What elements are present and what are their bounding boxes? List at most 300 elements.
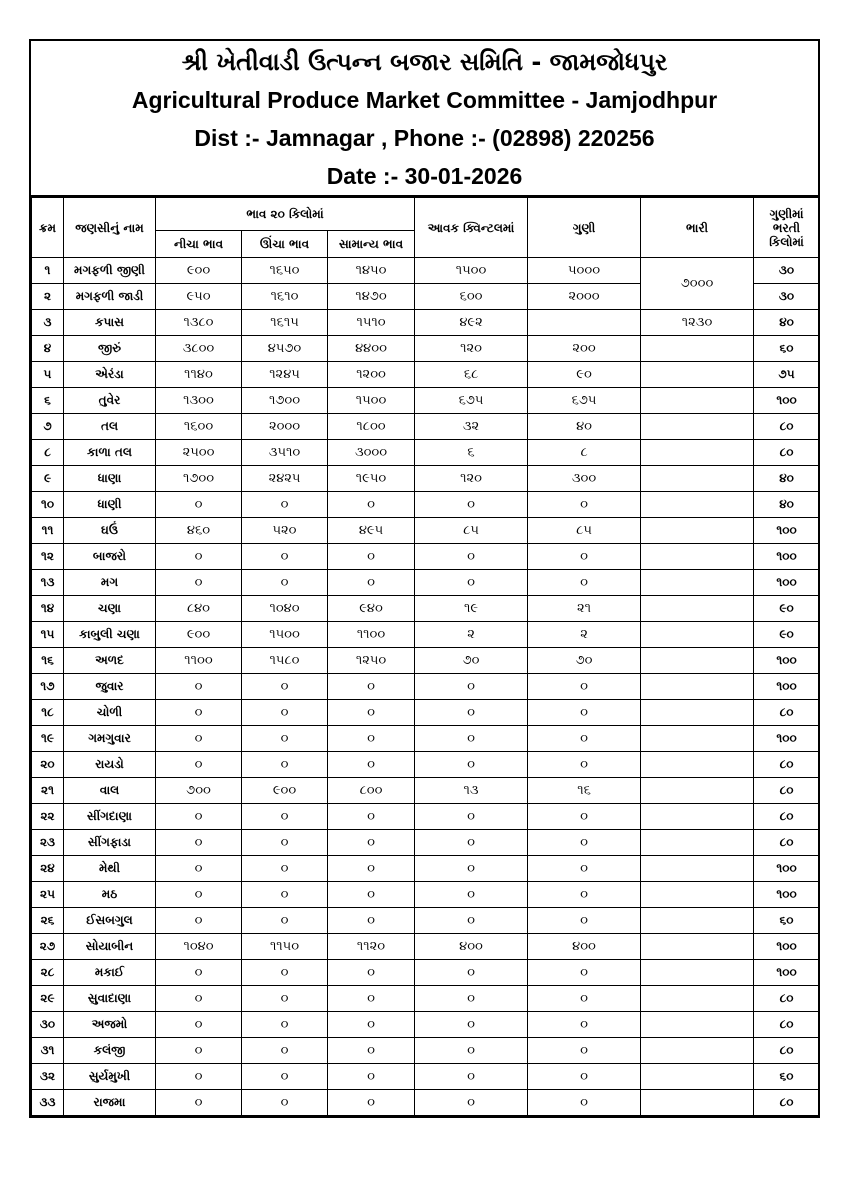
cell-name: અળદ [64, 648, 156, 674]
col-avg: સામાન્ય ભાવ [328, 231, 415, 258]
cell-sr: ૨૮ [32, 960, 64, 986]
cell-low: ૪૬૦ [156, 518, 242, 544]
cell-guni [528, 310, 641, 336]
cell-sr: ૨૬ [32, 908, 64, 934]
report-date: Date :- 30-01-2026 [326, 163, 523, 189]
cell-arrival: ૧૨૦ [415, 336, 528, 362]
cell-avg: ૧૨૫૦ [328, 648, 415, 674]
cell-high: ૧૬૫૦ [242, 258, 328, 284]
cell-load: ૮૦ [754, 440, 820, 466]
title-gujarati: શ્રી ખેતીવાડી ઉત્પન્ન બજાર સમિતિ - જામજોધપુર [181, 48, 668, 76]
cell-high: ૯૦૦ [242, 778, 328, 804]
cell-bhari [641, 518, 754, 544]
cell-avg: ૦ [328, 856, 415, 882]
cell-name: જીરું [64, 336, 156, 362]
cell-name: વાલ [64, 778, 156, 804]
table-row [32, 726, 820, 752]
cell-load: ૬૦ [754, 908, 820, 934]
cell-high: ૦ [242, 570, 328, 596]
cell-low: ૦ [156, 986, 242, 1012]
cell-low: ૦ [156, 856, 242, 882]
cell-sr: ૧૪ [32, 596, 64, 622]
cell-low: ૯૦૦ [156, 258, 242, 284]
cell-avg: ૦ [328, 544, 415, 570]
cell-bhari [641, 986, 754, 1012]
cell-avg: ૦ [328, 570, 415, 596]
cell-avg: ૦ [328, 492, 415, 518]
cell-guni: ૦ [528, 856, 641, 882]
cell-high: ૦ [242, 882, 328, 908]
sheet-header [31, 41, 818, 197]
cell-load: ૮૦ [754, 700, 820, 726]
table-row [32, 674, 820, 700]
cell-sr: ૧૬ [32, 648, 64, 674]
cell-arrival: ૧૩ [415, 778, 528, 804]
cell-load: ૧૦૦ [754, 856, 820, 882]
cell-high: ૦ [242, 986, 328, 1012]
cell-name: ઈસબગુલ [64, 908, 156, 934]
cell-guni: ૭૦ [528, 648, 641, 674]
cell-load: ૧૦૦ [754, 960, 820, 986]
cell-sr: ૪ [32, 336, 64, 362]
cell-low: ૧૩૮૦ [156, 310, 242, 336]
cell-name: જુવાર [64, 674, 156, 700]
cell-high: ૧૭૦૦ [242, 388, 328, 414]
table-row [32, 882, 820, 908]
table-row [32, 1038, 820, 1064]
cell-low: ૦ [156, 960, 242, 986]
cell-name: સીંગફાડા [64, 830, 156, 856]
col-guni: ગુણી [528, 198, 641, 258]
cell-name: સુર્યમુખી [64, 1064, 156, 1090]
cell-arrival: ૪૯૨ [415, 310, 528, 336]
cell-bhari: ૭૦૦૦ [641, 258, 754, 310]
cell-guni: ૦ [528, 1064, 641, 1090]
cell-sr: ૧૮ [32, 700, 64, 726]
cell-load: ૭૫ [754, 362, 820, 388]
cell-sr: ૨૪ [32, 856, 64, 882]
cell-load: ૮૦ [754, 986, 820, 1012]
cell-load: ૧૦૦ [754, 518, 820, 544]
cell-sr: ૧૫ [32, 622, 64, 648]
cell-name: કલંજી [64, 1038, 156, 1064]
cell-name: સોયાબીન [64, 934, 156, 960]
cell-bhari [641, 622, 754, 648]
table-row [32, 310, 820, 336]
cell-bhari [641, 362, 754, 388]
cell-bhari [641, 752, 754, 778]
cell-guni: ૦ [528, 882, 641, 908]
cell-high: ૦ [242, 726, 328, 752]
cell-load: ૯૦ [754, 596, 820, 622]
cell-avg: ૧૯૫૦ [328, 466, 415, 492]
col-load-line3: કિલોમાં [769, 234, 804, 249]
cell-low: ૦ [156, 726, 242, 752]
cell-load: ૧૦૦ [754, 882, 820, 908]
cell-high: ૧૬૧૦ [242, 284, 328, 310]
cell-sr: ૧૯ [32, 726, 64, 752]
cell-high: ૧૨૪૫ [242, 362, 328, 388]
cell-sr: ૨ [32, 284, 64, 310]
cell-name: અજમો [64, 1012, 156, 1038]
cell-arrival: ૦ [415, 1038, 528, 1064]
cell-guni: ૪૦ [528, 414, 641, 440]
cell-avg: ૦ [328, 726, 415, 752]
cell-avg: ૦ [328, 1064, 415, 1090]
cell-high: ૧૧૫૦ [242, 934, 328, 960]
cell-load: ૮૦ [754, 804, 820, 830]
cell-low: ૯૫૦ [156, 284, 242, 310]
cell-bhari [641, 414, 754, 440]
cell-low: ૮૪૦ [156, 596, 242, 622]
cell-avg: ૯૪૦ [328, 596, 415, 622]
cell-name: તુવેર [64, 388, 156, 414]
table-row [32, 544, 820, 570]
table-row [32, 492, 820, 518]
cell-low: ૧૩૦૦ [156, 388, 242, 414]
cell-sr: ૧૭ [32, 674, 64, 700]
cell-high: ૦ [242, 1090, 328, 1116]
col-load-line2: ભરતી [772, 220, 801, 235]
cell-high: ૦ [242, 1038, 328, 1064]
cell-high: ૧૬૧૫ [242, 310, 328, 336]
cell-bhari [641, 1038, 754, 1064]
cell-load: ૮૦ [754, 1038, 820, 1064]
cell-high: ૦ [242, 1012, 328, 1038]
cell-sr: ૩૧ [32, 1038, 64, 1064]
table-row [32, 388, 820, 414]
cell-low: ૦ [156, 570, 242, 596]
table-row [32, 856, 820, 882]
cell-arrival: ૭૦ [415, 648, 528, 674]
table-row [32, 622, 820, 648]
cell-low: ૦ [156, 544, 242, 570]
col-name: જણસીનું નામ [64, 198, 156, 258]
cell-high: ૧૫૦૦ [242, 622, 328, 648]
cell-avg: ૦ [328, 830, 415, 856]
cell-high: ૦ [242, 856, 328, 882]
cell-guni: ૦ [528, 908, 641, 934]
cell-avg: ૮૦૦ [328, 778, 415, 804]
cell-avg: ૦ [328, 882, 415, 908]
cell-high: ૦ [242, 908, 328, 934]
cell-guni: ૨૦૦ [528, 336, 641, 362]
cell-bhari [641, 544, 754, 570]
cell-arrival: ૦ [415, 960, 528, 986]
cell-avg: ૧૧૨૦ [328, 934, 415, 960]
table-row [32, 1090, 820, 1116]
cell-arrival: ૬૦૦ [415, 284, 528, 310]
cell-load: ૬૦ [754, 336, 820, 362]
cell-avg: ૦ [328, 986, 415, 1012]
cell-name: એરંડા [64, 362, 156, 388]
cell-low: ૦ [156, 752, 242, 778]
table-row [32, 414, 820, 440]
cell-bhari [641, 466, 754, 492]
cell-arrival: ૦ [415, 908, 528, 934]
col-load-line1: ગુણીમાં [769, 206, 804, 221]
cell-bhari [641, 1012, 754, 1038]
cell-arrival: ૩૨ [415, 414, 528, 440]
cell-bhari [641, 440, 754, 466]
cell-load: ૧૦૦ [754, 726, 820, 752]
cell-bhari: ૧૨૩૦ [641, 310, 754, 336]
cell-bhari [641, 1064, 754, 1090]
col-sr: ક્રમ [32, 198, 64, 258]
table-body [32, 258, 820, 1116]
cell-low: ૦ [156, 882, 242, 908]
cell-low: ૦ [156, 492, 242, 518]
cell-load: ૬૦ [754, 1064, 820, 1090]
cell-high: ૫૨૦ [242, 518, 328, 544]
cell-load: ૧૦૦ [754, 570, 820, 596]
cell-low: ૦ [156, 1064, 242, 1090]
table-row [32, 778, 820, 804]
cell-load: ૧૦૦ [754, 674, 820, 700]
price-sheet [29, 39, 820, 1118]
cell-avg: ૦ [328, 1012, 415, 1038]
cell-name: રાજમા [64, 1090, 156, 1116]
cell-bhari [641, 388, 754, 414]
cell-sr: ૭ [32, 414, 64, 440]
cell-avg: ૧૪૭૦ [328, 284, 415, 310]
cell-sr: ૫ [32, 362, 64, 388]
cell-avg: ૩૦૦૦ [328, 440, 415, 466]
table-row [32, 466, 820, 492]
table-row [32, 570, 820, 596]
cell-low: ૦ [156, 830, 242, 856]
cell-load: ૧૦૦ [754, 648, 820, 674]
cell-sr: ૩૩ [32, 1090, 64, 1116]
cell-high: ૨૪૨૫ [242, 466, 328, 492]
cell-avg: ૧૫૧૦ [328, 310, 415, 336]
cell-sr: ૬ [32, 388, 64, 414]
cell-high: ૦ [242, 544, 328, 570]
cell-arrival: ૦ [415, 1064, 528, 1090]
table-row [32, 934, 820, 960]
cell-load: ૧૦૦ [754, 544, 820, 570]
cell-guni: ૯૦ [528, 362, 641, 388]
cell-bhari [641, 882, 754, 908]
table-row [32, 1064, 820, 1090]
cell-bhari [641, 830, 754, 856]
cell-guni: ૦ [528, 1090, 641, 1116]
cell-high: ૦ [242, 752, 328, 778]
cell-arrival: ૮૫ [415, 518, 528, 544]
cell-sr: ૨૭ [32, 934, 64, 960]
cell-name: મગફળી જાડી [64, 284, 156, 310]
cell-guni: ૫૦૦૦ [528, 258, 641, 284]
cell-guni: ૦ [528, 1012, 641, 1038]
cell-arrival: ૦ [415, 492, 528, 518]
cell-load: ૮૦ [754, 752, 820, 778]
cell-arrival: ૦ [415, 804, 528, 830]
cell-high: ૦ [242, 804, 328, 830]
cell-high: ૦ [242, 492, 328, 518]
cell-guni: ૦ [528, 570, 641, 596]
cell-guni: ૨ [528, 622, 641, 648]
cell-name: મગ [64, 570, 156, 596]
table-row [32, 336, 820, 362]
cell-load: ૪૦ [754, 492, 820, 518]
cell-guni: ૮૫ [528, 518, 641, 544]
cell-sr: ૧૧ [32, 518, 64, 544]
table-row [32, 986, 820, 1012]
cell-sr: ૨૨ [32, 804, 64, 830]
cell-bhari [641, 934, 754, 960]
cell-guni: ૪૦૦ [528, 934, 641, 960]
cell-arrival: ૦ [415, 856, 528, 882]
cell-guni: ૦ [528, 544, 641, 570]
cell-bhari [641, 596, 754, 622]
cell-high: ૨૦૦૦ [242, 414, 328, 440]
cell-arrival: ૧૨૦ [415, 466, 528, 492]
table-row [32, 362, 820, 388]
cell-low: ૧૭૦૦ [156, 466, 242, 492]
cell-guni: ૦ [528, 752, 641, 778]
cell-avg: ૦ [328, 1090, 415, 1116]
cell-name: ચોળી [64, 700, 156, 726]
cell-arrival: ૦ [415, 700, 528, 726]
cell-avg: ૦ [328, 700, 415, 726]
cell-avg: ૦ [328, 960, 415, 986]
title-english: Agricultural Produce Market Committee - Jamjodhpur [131, 87, 718, 113]
cell-low: ૦ [156, 804, 242, 830]
cell-bhari [641, 726, 754, 752]
cell-bhari [641, 778, 754, 804]
table-row [32, 804, 820, 830]
cell-avg: ૦ [328, 804, 415, 830]
cell-arrival: ૬ [415, 440, 528, 466]
cell-name: કપાસ [64, 310, 156, 336]
cell-bhari [641, 570, 754, 596]
cell-name: ચણા [64, 596, 156, 622]
cell-guni: ૨૦૦૦ [528, 284, 641, 310]
table-row [32, 830, 820, 856]
col-bhari: ભારી [641, 198, 754, 258]
cell-load: ૧૦૦ [754, 388, 820, 414]
cell-sr: ૧૩ [32, 570, 64, 596]
cell-name: મગફળી જીણી [64, 258, 156, 284]
col-price-group: ભાવ ૨૦ કિલોમાં [156, 198, 415, 231]
col-high: ઊંચા ભાવ [242, 231, 328, 258]
cell-name: મકાઈ [64, 960, 156, 986]
cell-sr: ૨૧ [32, 778, 64, 804]
cell-sr: ૨૦ [32, 752, 64, 778]
cell-sr: ૮ [32, 440, 64, 466]
cell-guni: ૦ [528, 1038, 641, 1064]
cell-avg: ૪૯૫ [328, 518, 415, 544]
cell-arrival: ૦ [415, 1012, 528, 1038]
cell-avg: ૦ [328, 908, 415, 934]
cell-sr: ૨૯ [32, 986, 64, 1012]
cell-bhari [641, 1090, 754, 1116]
cell-load: ૧૦૦ [754, 934, 820, 960]
cell-guni: ૦ [528, 804, 641, 830]
table-row [32, 960, 820, 986]
cell-low: ૩૮૦૦ [156, 336, 242, 362]
table-row [32, 518, 820, 544]
cell-avg: ૧૧૦૦ [328, 622, 415, 648]
cell-guni: ૧૬ [528, 778, 641, 804]
cell-bhari [641, 336, 754, 362]
cell-bhari [641, 804, 754, 830]
cell-high: ૦ [242, 960, 328, 986]
cell-avg: ૧૪૫૦ [328, 258, 415, 284]
cell-name: ગમગુવાર [64, 726, 156, 752]
cell-sr: ૧૨ [32, 544, 64, 570]
cell-avg: ૧૫૦૦ [328, 388, 415, 414]
col-load [754, 198, 820, 258]
cell-high: ૪૫૭૦ [242, 336, 328, 362]
table-row [32, 596, 820, 622]
cell-guni: ૮ [528, 440, 641, 466]
cell-name: ધાણી [64, 492, 156, 518]
cell-load: ૪૦ [754, 310, 820, 336]
cell-arrival: ૪૦૦ [415, 934, 528, 960]
cell-low: ૦ [156, 1090, 242, 1116]
cell-bhari [641, 856, 754, 882]
cell-sr: ૩૨ [32, 1064, 64, 1090]
cell-arrival: ૧૯ [415, 596, 528, 622]
cell-guni: ૦ [528, 700, 641, 726]
cell-load: ૮૦ [754, 1012, 820, 1038]
cell-sr: ૩૦ [32, 1012, 64, 1038]
cell-low: ૧૧૦૦ [156, 648, 242, 674]
col-arrival: આવક ક્વિન્ટલમાં [415, 198, 528, 258]
cell-avg: ૦ [328, 1038, 415, 1064]
cell-guni: ૬૭૫ [528, 388, 641, 414]
cell-name: સીંગદાણા [64, 804, 156, 830]
cell-load: ૮૦ [754, 830, 820, 856]
cell-load: ૮૦ [754, 1090, 820, 1116]
col-low: નીચા ભાવ [156, 231, 242, 258]
cell-name: સુવાદાણા [64, 986, 156, 1012]
cell-guni: ૦ [528, 492, 641, 518]
cell-high: ૦ [242, 674, 328, 700]
cell-name: બાજરો [64, 544, 156, 570]
price-table [31, 197, 820, 1116]
cell-name: મેથી [64, 856, 156, 882]
cell-load: ૮૦ [754, 778, 820, 804]
cell-arrival: ૦ [415, 570, 528, 596]
cell-arrival: ૦ [415, 830, 528, 856]
cell-low: ૦ [156, 1038, 242, 1064]
cell-bhari [641, 960, 754, 986]
table-row [32, 752, 820, 778]
cell-arrival: ૦ [415, 986, 528, 1012]
cell-load: ૩૦ [754, 258, 820, 284]
cell-name: ધાણા [64, 466, 156, 492]
cell-bhari [641, 648, 754, 674]
cell-sr: ૧૦ [32, 492, 64, 518]
cell-sr: ૨૫ [32, 882, 64, 908]
cell-arrival: ૬૮ [415, 362, 528, 388]
cell-bhari [641, 700, 754, 726]
cell-guni: ૦ [528, 986, 641, 1012]
cell-arrival: ૦ [415, 544, 528, 570]
cell-high: ૦ [242, 1064, 328, 1090]
table-row [32, 258, 820, 284]
cell-load: ૮૦ [754, 414, 820, 440]
cell-guni: ૦ [528, 726, 641, 752]
cell-guni: ૨૧ [528, 596, 641, 622]
cell-low: ૨૫૦૦ [156, 440, 242, 466]
cell-guni: ૦ [528, 830, 641, 856]
cell-load: ૪૦ [754, 466, 820, 492]
cell-name: કાબુલી ચણા [64, 622, 156, 648]
cell-arrival: ૦ [415, 726, 528, 752]
